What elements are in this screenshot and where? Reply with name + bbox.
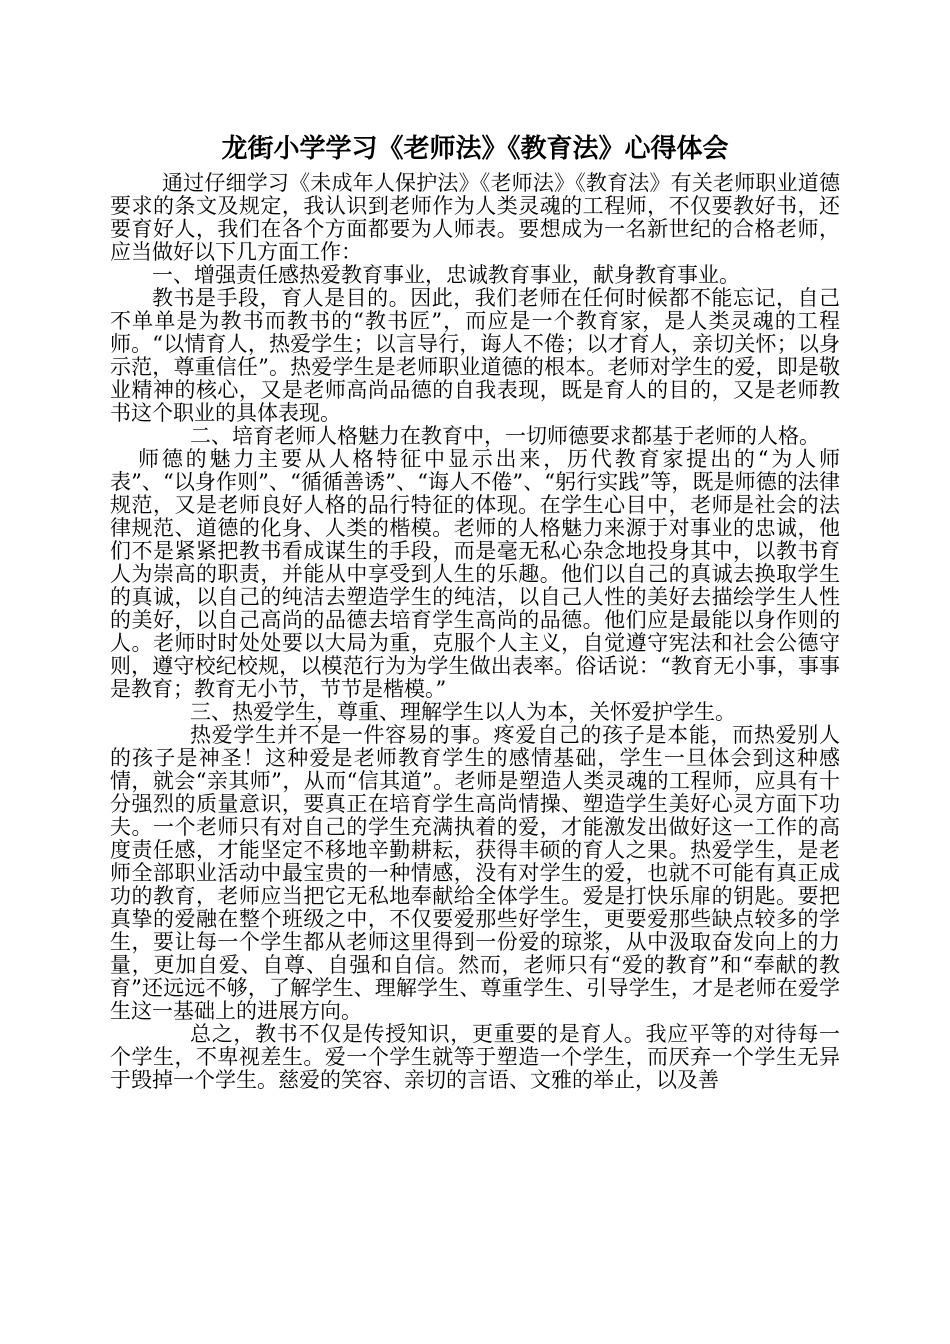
paragraph-section-1: 教书是手段，育人是目的。因此，我们老师在任何时候都不能忘记，自己不单单是为教书而教书的“教书匠”，而应是一个教育家，是人类灵魂的工程师。“以情育人，热爱学生；以言导行，诲人不倦；以才育人，亲切关怀；以身示范，尊重信任”。热爱学生是老师职业道德的根本。老师对学生的爱，即是敬业精神的核心，又是老师高尚品德的自我表现，既是育人的目的，又是老师教书这个职业的具体表现。	[110, 286, 840, 425]
paragraph-intro: 通过仔细学习《未成年人保护法》《老师法》《教育法》有关老师职业道德要求的条文及规定，我认识到老师作为人类灵魂的工程师，不仅要教好书，还要育好人，我们在各个方面都要为人师表。要想成为一名新世纪的合格老师，应当做好以下几方面工作：	[110, 171, 840, 264]
document-body	[110, 172, 840, 1092]
heading-section-1: 一、增强责任感热爱教育事业，忠诚教育事业，献身教育事业。	[152, 263, 740, 287]
document-title: 龙街小学学习《老师法》《教育法》心得体会	[221, 134, 729, 164]
paragraph-section-3: 热爱学生并不是一件容易的事。疼爱自己的孩子是本能，而热爱别人的孩子是神圣！这种爱是老师教育学生的感情基础，学生一旦体会到这种感情，就会“亲其师”，从而“信其道”。老师是塑造人类灵魂的工程师，应具有十分强烈的质量意识，要真正在培育学生高尚情操、塑造学生美好心灵方面下功夫。一个老师只有对自己的学生充满执着的爱，才能激发出做好这一工作的高度责任感，才能坚定不移地辛勤耕耘，获得丰硕的育人之果。热爱学生，是老师全部职业活动中最宝贵的一种情感，没有对学生的爱，也就不可能有真正成功的教育，老师应当把它无私地奉献给全体学生。爱是打快乐扉的钥匙。要把真挚的爱融在整个班级之中，不仅要爱那些好学生，更要爱那些缺点较多的学生，要让每一个学生都从老师这里得到一份爱的琼浆，从中汲取奋发向上的力量，更加自爱、自尊、自强和自信。然而，老师只有“爱的教育”和“奉献的教育”还远远不够，了解学生、理解学生、尊重学生、引导学生，才是老师在爱学生这一基础上的进展方向。	[110, 723, 840, 1023]
paragraph-conclusion: 总之，教书不仅是传授知识，更重要的是育人。我应平等的对待每一个学生，不卑视差生。爱一个学生就等于塑造一个学生，而厌弃一个学生无异于毁掉一个学生。慈爱的笑容、亲切的言语、文雅的举止，以及善	[110, 1022, 840, 1092]
paragraph-section-2: 师德的魅力主要从人格特征中显示出来，历代教育家提出的“为人师表”、“以身作则”、“循循善诱”、“诲人不倦”、“躬行实践”等，既是师德的法律规范，又是老师良好人格的品行特征的体现。在学生心目中，老师是社会的法律规范、道德的化身、人类的楷模。老师的人格魅力来源于对事业的忠诚，他们不是紧紧把教书看成谋生的手段，而是毫无私心杂念地投身其中，以教书育人为崇高的职责，并能从中享受到人生的乐趣。他们以自己的真诚去换取学生的真诚，以自己的纯洁去塑造学生的纯洁，以自己人性的美好去描绘学生人性的美好，以自己高尚的品德去培育学生高尚的品德。他们应是最能以身作则的人。老师时时处处要以大局为重，克服个人主义，自觉遵守宪法和社会公德守则，遵守校纪校规，以模范行为为学生做出表率。俗话说：“教育无小事，事事是教育；教育无小节，节节是楷模。”	[110, 447, 840, 701]
heading-section-3: 三、热爱学生，尊重、理解学生以人为本，关怀爱护学生。	[190, 700, 736, 724]
heading-section-2: 二、培育老师人格魅力在教育中，一切师德要求都基于老师的人格。	[190, 424, 820, 448]
